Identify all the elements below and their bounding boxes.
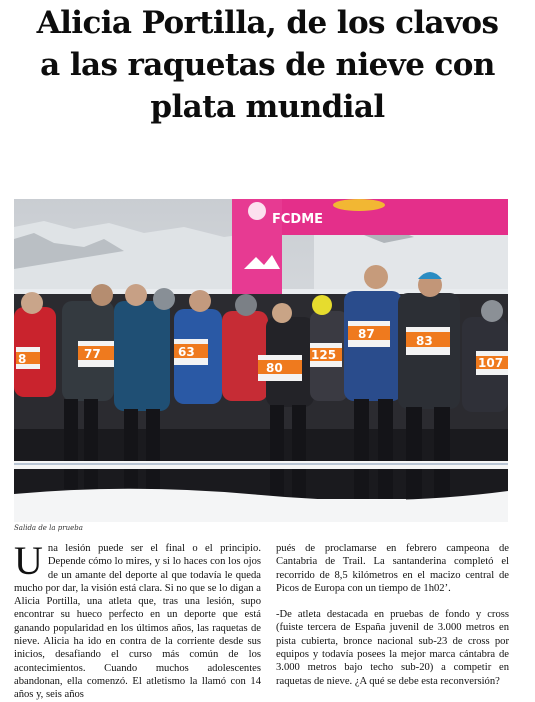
- headline-line-1: Alicia Portilla, de los clavos: [36, 5, 499, 41]
- article-paragraph: pués de proclamarse en febrero campeona de Cantabria de Trail. La santanderina completó el recorrido de 8,5 kilómetros en el macizo central de Picos de Europa con un tiempo de 1h02’.: [276, 543, 509, 594]
- interview-question: -De atleta destacada en pruebas de fondo y cross (fuiste tercera de España juvenil de 3.000 metros en pista cubierta, bronce nacional sub-23 de cross por equipos y todavía posees la mejor marca cántabra de 3.000 metros bajo techo sub-20) a competir en raquetas de nieve. ¿A qué se debe esta reconversión?: [276, 609, 509, 687]
- bib-number: 107: [478, 356, 504, 370]
- bib-number: 87: [358, 327, 375, 341]
- bib-number: 8: [18, 352, 27, 366]
- drop-cap: U: [14, 538, 43, 583]
- headline: [0, 2, 535, 128]
- article-column-2: [276, 542, 509, 688]
- bib-number: 77: [84, 347, 101, 361]
- race-start-photo: [14, 199, 508, 522]
- article-column-1: [14, 538, 261, 702]
- photo-caption: Salida de la prueba: [14, 524, 83, 532]
- bib-number: 125: [311, 348, 337, 362]
- arch-banner-text: FCDME: [272, 212, 324, 227]
- article-paragraph: na lesión puede ser el final o el principio. Depende cómo lo mires, y si lo haces con los ojos de un amante del deporte al que todavía le queda mucho por dar, la visión está clara. Si no que se lo digan a Alicia Portilla, una atleta que, tras una lesión, supo encontrar su hueco perfecto en un deporte que está ganando popularidad en los últimos años, las raquetas de nieve. Alicia ha ido en contra de la corriente desde sus inicios, desafiando el curso más común de los acontecimientos. Cuando muchos adolescentes abandonan, ella comenzó. El atletismo la llamó con 14 años y, seis años: [14, 543, 261, 701]
- headline-line-2: a las raquetas de nieve con: [40, 47, 495, 83]
- bib-number: 83: [416, 334, 433, 348]
- bib-number: 63: [178, 345, 195, 359]
- bib-number: 80: [266, 361, 283, 375]
- headline-line-3: plata mundial: [150, 89, 385, 125]
